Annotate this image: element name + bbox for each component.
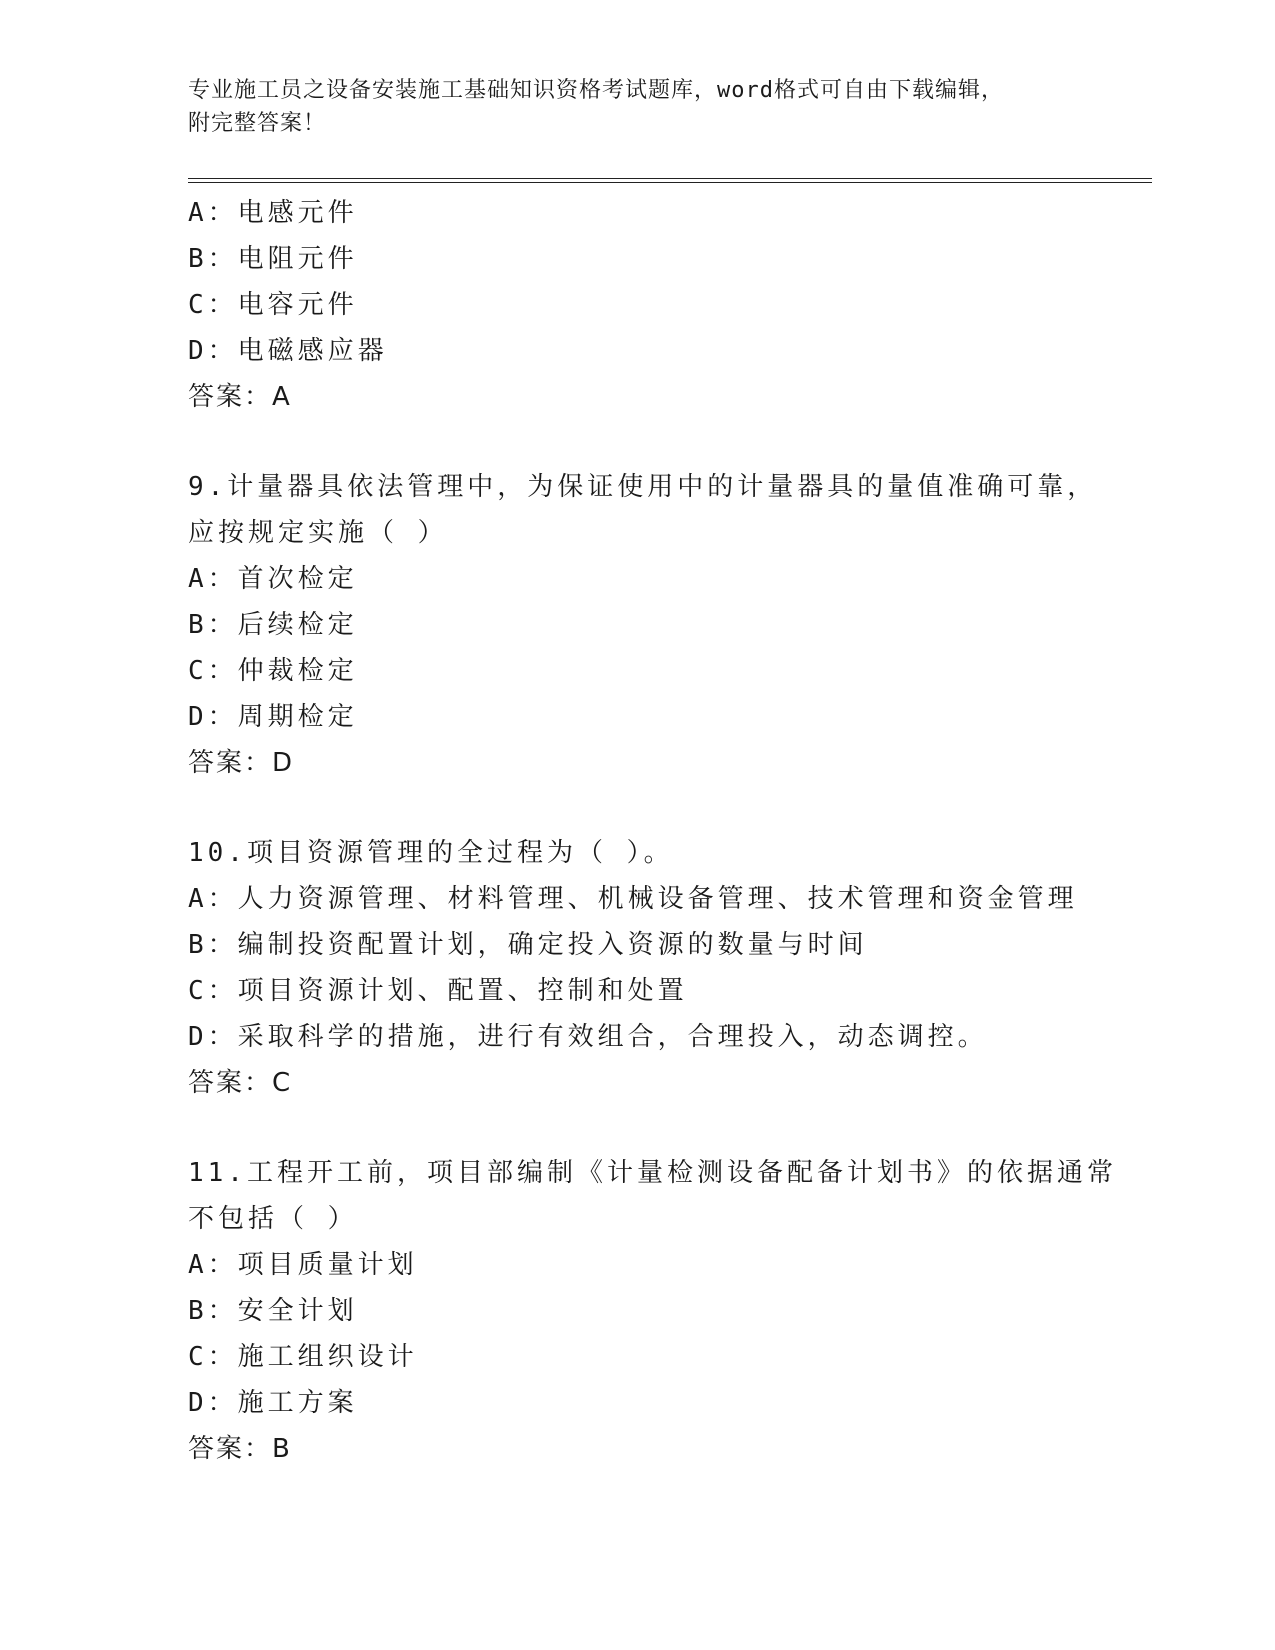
question-8 <box>188 190 1138 420</box>
option-c: C：电容元件 <box>188 290 358 320</box>
question-stem-line: 9.计量器具依法管理中，为保证使用中的计量器具的量值准确可靠， <box>188 472 1098 502</box>
option-b: B：电阻元件 <box>188 244 358 274</box>
question-spacer <box>188 420 1138 464</box>
question-list <box>188 190 1138 1472</box>
option-c: C：项目资源计划、配置、控制和处置 <box>188 976 688 1006</box>
option-a: A：首次检定 <box>188 564 358 594</box>
option-b: B：编制投资配置计划，确定投入资源的数量与时间 <box>188 930 868 960</box>
document-header <box>188 74 1108 140</box>
question-stem-line: 10.项目资源管理的全过程为（ ）。 <box>188 838 674 868</box>
answer-line: 答案：B <box>188 1434 292 1464</box>
option-b: B：安全计划 <box>188 1296 358 1326</box>
option-d: D：电磁感应器 <box>188 336 388 366</box>
question-stem-line: 11.工程开工前，项目部编制《计量检测设备配备计划书》的依据通常 <box>188 1158 1117 1188</box>
header-divider-bottom <box>188 182 1152 183</box>
option-a: A：电感元件 <box>188 198 358 228</box>
option-c: C：仲裁检定 <box>188 656 358 686</box>
question-spacer <box>188 1106 1138 1150</box>
question-10 <box>188 830 1138 1106</box>
header-line-1: 专业施工员之设备安装施工基础知识资格考试题库，word格式可自由下载编辑， <box>188 78 1004 103</box>
answer-line: 答案：A <box>188 382 292 412</box>
option-c: C：施工组织设计 <box>188 1342 418 1372</box>
option-d: D：周期检定 <box>188 702 358 732</box>
header-divider-top <box>188 178 1152 179</box>
question-spacer <box>188 786 1138 830</box>
question-stem-line: 不包括（ ） <box>188 1204 358 1234</box>
question-11 <box>188 1150 1138 1472</box>
answer-line: 答案：C <box>188 1068 293 1098</box>
question-stem-line: 应按规定实施（ ） <box>188 518 448 548</box>
option-a: A：人力资源管理、材料管理、机械设备管理、技术管理和资金管理 <box>188 884 1078 914</box>
option-b: B：后续检定 <box>188 610 358 640</box>
answer-line: 答案：D <box>188 748 295 778</box>
option-d: D：采取科学的措施，进行有效组合，合理投入，动态调控。 <box>188 1022 988 1052</box>
question-9 <box>188 464 1138 786</box>
option-d: D：施工方案 <box>188 1388 358 1418</box>
option-a: A：项目质量计划 <box>188 1250 418 1280</box>
header-line-2: 附完整答案！ <box>188 111 327 136</box>
